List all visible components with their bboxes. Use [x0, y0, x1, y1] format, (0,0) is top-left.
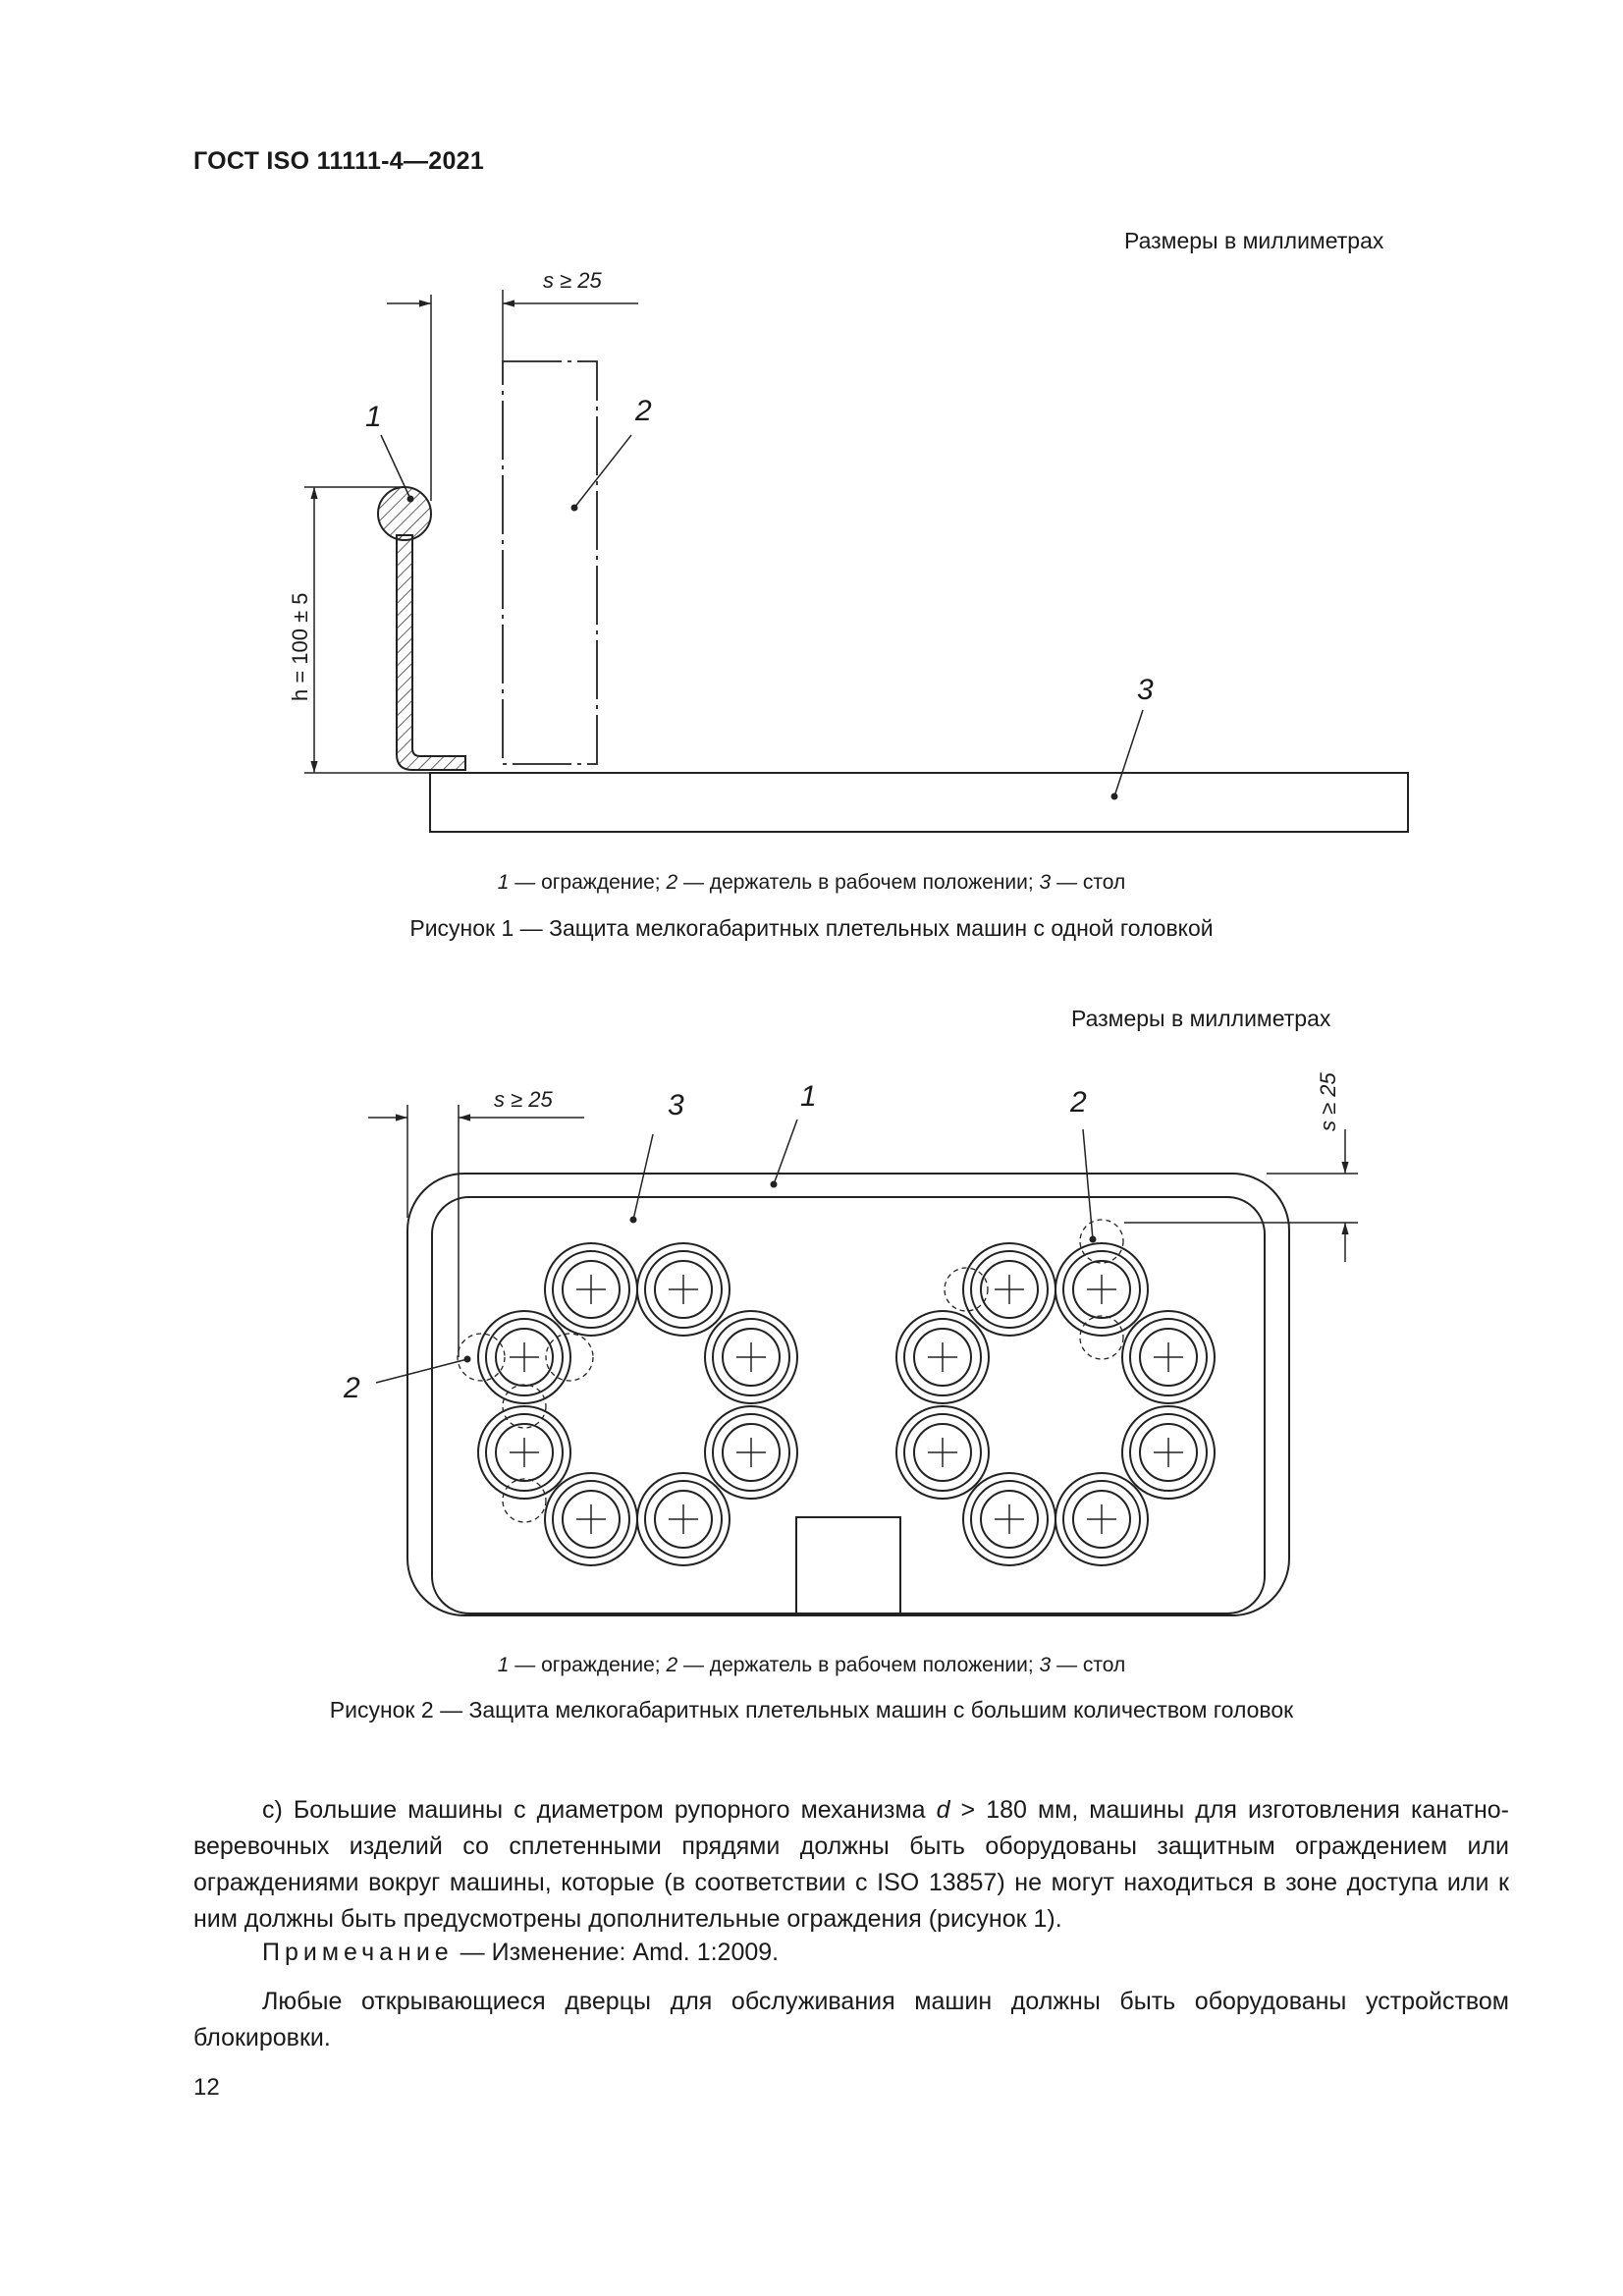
note-line: [262, 1939, 779, 1967]
fig2-control-box: [796, 1517, 900, 1614]
paragraph-doors: Любые открывающиеся дверцы для обслуживания машин должны быть оборудованы устройством блокировки.: [193, 1988, 1509, 2051]
fig2-dim-s-horizontal: s ≥ 25: [494, 1087, 553, 1112]
fig1-callout-1: 1: [365, 401, 382, 433]
fig1-guard-rail: [378, 487, 431, 540]
fig1-dim-h: h = 100 ± 5: [288, 592, 312, 701]
fig1-callout-3: 3: [1137, 674, 1154, 706]
fig2-legend: 1 — ограждение; 2 — держатель в рабочем положении; 3 — стол: [497, 1654, 1126, 1676]
fig2-heads-left: [478, 1243, 797, 1565]
fig1-callout-2: 2: [635, 395, 652, 427]
fig2-callout-3: 3: [668, 1089, 684, 1121]
fig2-caption: Рисунок 2 — Защита мелкогабаритных плетельных машин с большим количеством головок: [329, 1697, 1294, 1722]
fig1-legend: 1 — ограждение; 2 — держатель в рабочем положении; 3 — стол: [497, 871, 1126, 894]
document-header: ГОСТ ISO 11111-4—2021: [193, 147, 485, 175]
fig2-callout-1: 1: [800, 1080, 817, 1113]
note-text: — Изменение: Amd. 1:2009.: [453, 1939, 780, 1966]
fig1-dim-s: s ≥ 25: [543, 268, 602, 293]
fig2-callout-2-left: 2: [344, 1372, 360, 1404]
fig1-table: [430, 773, 1408, 832]
fig2-units-label: Размеры в миллиметрах: [1071, 1006, 1331, 1031]
figure2-drawing: [343, 1071, 1358, 1615]
fig2-dim-s-vertical: s ≥ 25: [1316, 1072, 1340, 1131]
figure1-drawing: [288, 268, 1408, 832]
fig1-units-label: Размеры в миллиметрах: [1124, 228, 1384, 253]
note-label: Примечание: [262, 1939, 454, 1966]
paragraph-c: с) Большие машины с диаметром рупорного механизма d > 180 мм, машины для изготовления канатно-веревочных изделий со сплетенными прядями должны быть оборудованы защитным ограждением или ограждениями вокруг машины, которые (в соответствии с ISO 13857) не могут находиться в зоне доступа или к ним должны быть предусмотрены дополнительные ограждения (рисунок 1).: [193, 1796, 1509, 1933]
page-number: 12: [193, 2074, 220, 2101]
fig1-holder: [503, 361, 597, 764]
fig1-caption: Рисунок 1 — Защита мелкогабаритных плетельных машин с одной головкой: [409, 915, 1214, 941]
fig1-guard: [397, 535, 465, 770]
fig2-callout-2-right: 2: [1070, 1086, 1087, 1119]
